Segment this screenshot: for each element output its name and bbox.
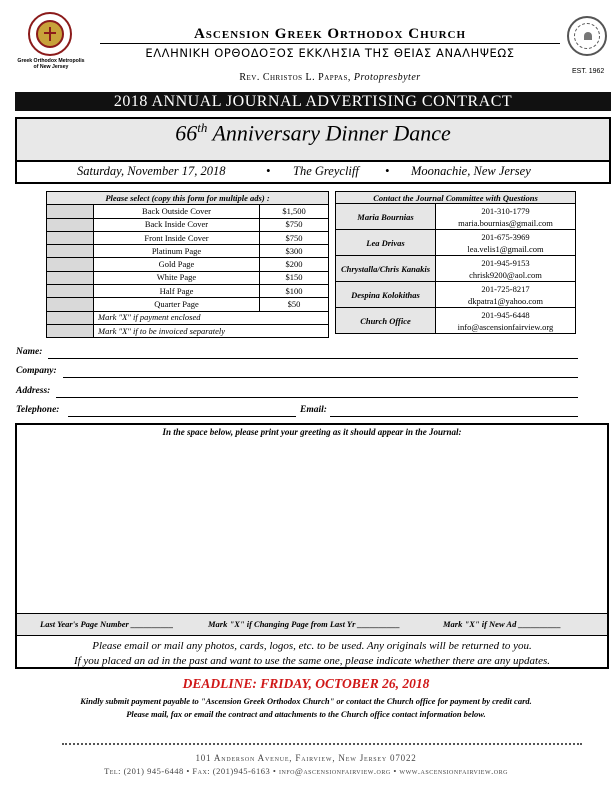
ad-type: Platinum Page bbox=[94, 245, 260, 258]
ad-price: $50 bbox=[260, 298, 329, 311]
name-field[interactable] bbox=[48, 358, 578, 359]
rate-row bbox=[47, 298, 329, 311]
name-label: Name: bbox=[16, 347, 43, 357]
contact-name: Church Office bbox=[336, 308, 436, 334]
contacts-table bbox=[335, 191, 576, 334]
select-cell[interactable] bbox=[47, 245, 94, 258]
payment-instructions bbox=[20, 695, 592, 721]
contact-email[interactable]: lea.velis1@gmail.com bbox=[467, 243, 544, 254]
select-cell[interactable] bbox=[47, 205, 94, 218]
telephone-field[interactable] bbox=[68, 416, 296, 417]
priest-title: Protopresbyter bbox=[353, 72, 421, 83]
contact-phone: 201-675-3969 bbox=[481, 231, 530, 242]
ad-type: White Page bbox=[94, 271, 260, 284]
select-cell[interactable] bbox=[47, 285, 94, 298]
contract-title: 2018 ANNUAL JOURNAL ADVERTISING CONTRACT bbox=[15, 92, 611, 111]
contact-phone: 201-945-9153 bbox=[481, 257, 530, 268]
company-field[interactable] bbox=[63, 377, 578, 378]
rate-row bbox=[47, 205, 329, 218]
email-field[interactable] bbox=[330, 416, 578, 417]
ad-type: Back Outside Cover bbox=[94, 205, 260, 218]
ad-type: Gold Page bbox=[94, 258, 260, 271]
contact-email[interactable]: chrisk9200@aol.com bbox=[469, 269, 542, 280]
ad-type: Back Inside Cover bbox=[94, 218, 260, 231]
ad-type: Quarter Page bbox=[94, 298, 260, 311]
contact-row bbox=[336, 308, 576, 334]
footer-divider bbox=[62, 743, 582, 745]
contact-email[interactable]: dkpatra1@yahoo.com bbox=[467, 295, 544, 306]
anniversary-suffix: th bbox=[197, 120, 208, 135]
address-label: Address: bbox=[16, 386, 51, 396]
ad-rate-table bbox=[46, 191, 329, 338]
ad-type: Half Page bbox=[94, 285, 260, 298]
telephone-label: Telephone: bbox=[16, 405, 60, 415]
rate-row bbox=[47, 245, 329, 258]
invoice-label: Mark "X" if to be invoiced separately bbox=[94, 324, 329, 337]
rate-row bbox=[47, 285, 329, 298]
ad-price: $150 bbox=[260, 271, 329, 284]
footer-contact: Tel: (201) 945-6448 • Fax: (201)945-6163 • info@ascensionfairview.org • www.ascensionfairview.org bbox=[104, 766, 508, 776]
church-name-greek: ΕΛΛΗΝΙΚΗ ΟΡΘΟΔΟΞΟΣ ΕΚΚΛΗΣΙΑ ΤΗΣ ΘΕΙΑΣ ΑΝΑΛΗΨΕΩΣ bbox=[145, 46, 515, 60]
address-field[interactable] bbox=[56, 397, 578, 398]
rate-row bbox=[47, 231, 329, 244]
contact-name: Lea Drivas bbox=[336, 230, 436, 256]
invoice-row bbox=[47, 324, 329, 337]
event-venue: The Greycliff bbox=[293, 164, 359, 178]
event-date: Saturday, November 17, 2018 bbox=[77, 164, 226, 178]
ad-price: $100 bbox=[260, 285, 329, 298]
select-cell[interactable] bbox=[47, 218, 94, 231]
contact-phone: 201-725-8217 bbox=[481, 283, 530, 294]
rate-row bbox=[47, 258, 329, 271]
new-ad-field[interactable]: Mark "X" if New Ad __________ bbox=[443, 619, 561, 629]
contact-row bbox=[336, 282, 576, 308]
priest-line bbox=[96, 72, 564, 83]
payment-enclosed-label: Mark "X" if payment enclosed bbox=[94, 311, 329, 324]
anniversary-text: Anniversary Dinner Dance bbox=[212, 120, 451, 146]
metropolis-seal-logo bbox=[28, 12, 72, 56]
footer-address: 101 Anderson Avenue, Fairview, New Jersey 07022 bbox=[195, 753, 417, 763]
priest-name: Rev. Christos L. Pappas, bbox=[239, 72, 354, 83]
rate-table-header: Please select (copy this form for multiple ads) : bbox=[47, 192, 329, 205]
note-line-1: Please email or mail any photos, cards, logos, etc. to be used. Any originals will be returned to you. bbox=[92, 640, 532, 652]
contact-phone: 201-945-6448 bbox=[481, 309, 530, 320]
contacts-header: Contact the Journal Committee with Questions bbox=[336, 192, 576, 204]
email-label: Email: bbox=[300, 405, 327, 415]
anniversary-number: 66 bbox=[175, 120, 198, 146]
anniversary-title bbox=[17, 120, 609, 146]
church-seal-logo bbox=[567, 16, 607, 56]
contact-email[interactable]: maria.bournias@gmail.com bbox=[458, 217, 553, 228]
payment-row bbox=[47, 311, 329, 324]
select-cell[interactable] bbox=[47, 271, 94, 284]
changing-page-field[interactable]: Mark "X" if Changing Page from Last Yr __________ bbox=[208, 619, 401, 629]
logo-caption: Greek Orthodox Metropolis of New Jersey bbox=[17, 58, 85, 70]
contact-name: Maria Bournias bbox=[336, 204, 436, 230]
ad-price: $200 bbox=[260, 258, 329, 271]
event-bullet-1: • bbox=[266, 164, 271, 178]
company-label: Company: bbox=[16, 366, 57, 376]
contact-name: Despina Kolokithas bbox=[336, 282, 436, 308]
event-divider bbox=[17, 160, 609, 162]
invoice-cell[interactable] bbox=[47, 324, 94, 337]
select-cell[interactable] bbox=[47, 231, 94, 244]
rate-row bbox=[47, 271, 329, 284]
payment-enclosed-cell[interactable] bbox=[47, 311, 94, 324]
select-cell[interactable] bbox=[47, 298, 94, 311]
ad-price: $300 bbox=[260, 245, 329, 258]
select-cell[interactable] bbox=[47, 258, 94, 271]
contact-phone: 201-310-1779 bbox=[481, 205, 530, 216]
contact-row bbox=[336, 204, 576, 230]
ad-price: $1,500 bbox=[260, 205, 329, 218]
established-year: EST. 1962 bbox=[572, 68, 605, 75]
deadline: DEADLINE: FRIDAY, OCTOBER 26, 2018 bbox=[182, 676, 430, 691]
ad-type: Front Inside Cover bbox=[94, 231, 260, 244]
instruction-line-2: Please mail, fax or email the contract and attachments to the Church office contact information below. bbox=[126, 709, 486, 719]
event-bullet-2: • bbox=[385, 164, 390, 178]
rate-row bbox=[47, 218, 329, 231]
greeting-instruction: In the space below, please print your greeting as it should appear in the Journal: bbox=[162, 427, 462, 437]
contact-name: Chrystalla/Chris Kanakis bbox=[336, 256, 436, 282]
event-location: Moonachie, New Jersey bbox=[411, 164, 531, 178]
contact-email[interactable]: info@ascensionfairview.org bbox=[457, 321, 554, 332]
last-year-page-field[interactable]: Last Year's Page Number __________ bbox=[40, 619, 174, 629]
header-divider bbox=[100, 43, 560, 44]
ad-price: $750 bbox=[260, 218, 329, 231]
church-name: Ascension Greek Orthodox Church bbox=[193, 26, 467, 42]
contact-row bbox=[336, 256, 576, 282]
note-line-2: If you placed an ad in the past and want to use the same one, please indicate whether there are any updates. bbox=[73, 655, 551, 667]
ad-price: $750 bbox=[260, 231, 329, 244]
submission-notes bbox=[17, 639, 607, 669]
contact-row bbox=[336, 230, 576, 256]
instruction-line-1: Kindly submit payment payable to "Ascension Greek Orthodox Church" or contact the Church office for payment by credit card. bbox=[80, 696, 532, 706]
